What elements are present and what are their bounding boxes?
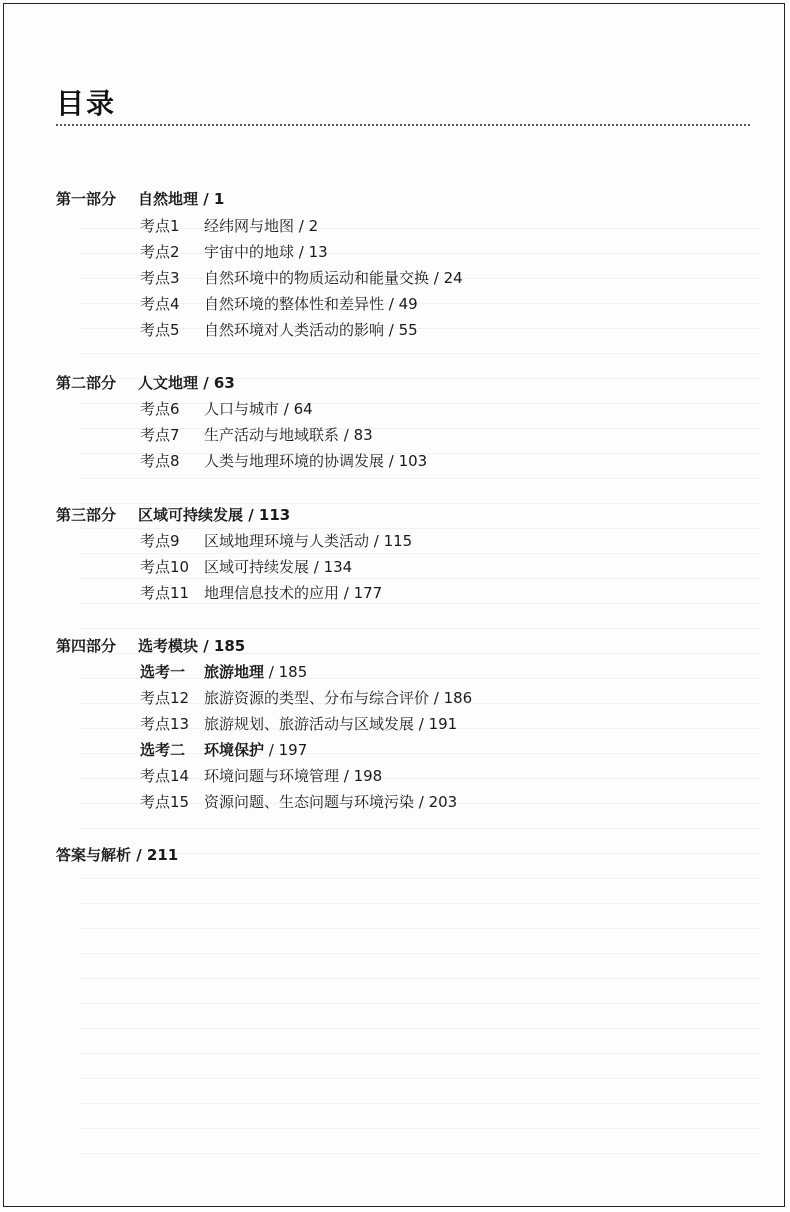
entry-title: 自然环境的整体性和差异性 / 49 bbox=[204, 295, 418, 313]
entry-title: 经纬网与地图 / 2 bbox=[204, 217, 319, 235]
toc-entry[interactable] bbox=[140, 582, 382, 603]
entry-title: 环境问题与环境管理 / 198 bbox=[204, 767, 383, 785]
entry-title: 自然环境中的物质运动和能量交换 / 24 bbox=[204, 269, 463, 287]
toc-part-3[interactable] bbox=[56, 504, 290, 525]
entry-label: 考点13 bbox=[140, 715, 190, 733]
entry-label: 考点6 bbox=[140, 400, 180, 418]
toc-entry[interactable] bbox=[140, 765, 382, 786]
entry-label: 考点9 bbox=[140, 532, 180, 550]
entry-label: 考点2 bbox=[140, 243, 180, 261]
entry-title: 旅游地理 bbox=[204, 663, 265, 681]
toc-part-4[interactable] bbox=[56, 635, 245, 656]
entry-title: 人口与城市 / 64 bbox=[204, 400, 313, 418]
entry-title: 区域地理环境与人类活动 / 115 bbox=[204, 532, 413, 550]
part-label: 第一部分 bbox=[56, 190, 117, 208]
toc-entry[interactable] bbox=[140, 267, 463, 288]
entry-title: 旅游资源的类型、分布与综合评价 / 186 bbox=[204, 689, 473, 707]
part-label: 第二部分 bbox=[56, 374, 117, 392]
part-label: 第三部分 bbox=[56, 506, 117, 524]
toc-answers[interactable]: 答案与解析 / 211 bbox=[56, 846, 179, 864]
toc-entry[interactable] bbox=[140, 241, 328, 262]
toc-entry[interactable] bbox=[140, 687, 472, 708]
toc-entry[interactable] bbox=[140, 319, 418, 340]
entry-label: 选考二 bbox=[140, 741, 186, 759]
toc-elective-2[interactable] bbox=[140, 739, 307, 760]
entry-title: 旅游规划、旅游活动与区域发展 / 191 bbox=[204, 715, 458, 733]
toc-entry[interactable] bbox=[140, 791, 457, 812]
toc-part-2[interactable] bbox=[56, 372, 235, 393]
entry-label: 考点1 bbox=[140, 217, 180, 235]
toc-entry[interactable] bbox=[140, 450, 427, 471]
entry-title: 环境保护 bbox=[204, 741, 265, 759]
entry-page: / 197 bbox=[264, 741, 308, 759]
entry-label: 考点4 bbox=[140, 295, 180, 313]
entry-label: 考点5 bbox=[140, 321, 180, 339]
toc-entry[interactable] bbox=[140, 556, 352, 577]
part-title: 区域可持续发展 / 113 bbox=[138, 506, 291, 524]
entry-label: 考点12 bbox=[140, 689, 190, 707]
toc-entry[interactable] bbox=[140, 530, 412, 551]
entry-title: 区域可持续发展 / 134 bbox=[204, 558, 353, 576]
entry-label: 考点8 bbox=[140, 452, 180, 470]
toc-entry[interactable] bbox=[140, 293, 418, 314]
entry-label: 考点15 bbox=[140, 793, 190, 811]
entry-title: 地理信息技术的应用 / 177 bbox=[204, 584, 383, 602]
toc-entry[interactable] bbox=[140, 215, 318, 236]
part-title: 人文地理 / 63 bbox=[138, 374, 235, 392]
entry-title: 人类与地理环境的协调发展 / 103 bbox=[204, 452, 428, 470]
entry-title: 生产活动与地域联系 / 83 bbox=[204, 426, 373, 444]
entry-title: 宇宙中的地球 / 13 bbox=[204, 243, 328, 261]
toc-entry[interactable] bbox=[140, 713, 457, 734]
entry-label: 考点3 bbox=[140, 269, 180, 287]
page-frame bbox=[3, 3, 785, 1207]
entry-label: 考点11 bbox=[140, 584, 190, 602]
entry-label: 考点14 bbox=[140, 767, 190, 785]
entry-label: 考点10 bbox=[140, 558, 190, 576]
entry-title: 资源问题、生态问题与环境污染 / 203 bbox=[204, 793, 458, 811]
toc-entry[interactable] bbox=[140, 424, 373, 445]
part-title: 选考模块 / 185 bbox=[138, 637, 246, 655]
part-title: 自然地理 / 1 bbox=[138, 190, 225, 208]
toc-part-1[interactable] bbox=[56, 188, 224, 209]
toc-elective-1[interactable] bbox=[140, 661, 307, 682]
title-divider bbox=[56, 124, 750, 126]
entry-label: 考点7 bbox=[140, 426, 180, 444]
entry-label: 选考一 bbox=[140, 663, 186, 681]
entry-page: / 185 bbox=[264, 663, 308, 681]
page-title: 目录 bbox=[56, 87, 117, 120]
part-label: 第四部分 bbox=[56, 637, 117, 655]
entry-title: 自然环境对人类活动的影响 / 55 bbox=[204, 321, 418, 339]
toc-entry[interactable] bbox=[140, 398, 313, 419]
